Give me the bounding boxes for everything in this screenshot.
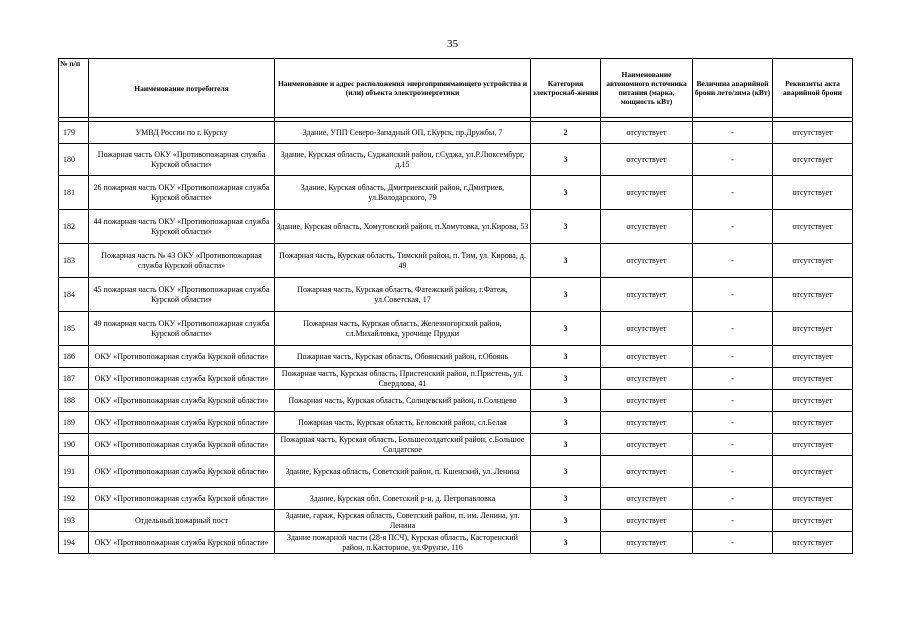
- row-category: 3: [531, 278, 601, 312]
- row-source: отсутствует: [601, 244, 693, 278]
- row-reserve: -: [693, 312, 773, 346]
- table-row: [59, 488, 853, 510]
- row-address: Пожарная часть, Курская область, Большесолдатский район, с.Большое Солдатское: [275, 434, 531, 456]
- row-category: 3: [531, 390, 601, 412]
- table-row: [59, 434, 853, 456]
- row-reserve: -: [693, 488, 773, 510]
- row-source: отсутствует: [601, 210, 693, 244]
- row-num: 181: [59, 176, 89, 210]
- row-reserve: -: [693, 210, 773, 244]
- row-num: 187: [59, 368, 89, 390]
- row-source: отсутствует: [601, 278, 693, 312]
- row-num: 194: [59, 532, 89, 554]
- row-category: 2: [531, 122, 601, 144]
- row-source: отсутствует: [601, 510, 693, 532]
- row-address: Здание пожарной части (28-я ПСЧ), Курская область, Касторенский район, п.Касторное, ул.Фрунзе, 116: [275, 532, 531, 554]
- row-reserve: -: [693, 412, 773, 434]
- row-address: Пожарная часть, Курская область, Солнцевский район, п.Солнцево: [275, 390, 531, 412]
- row-act: отсутствует: [773, 176, 853, 210]
- row-num: 184: [59, 278, 89, 312]
- row-act: отсутствует: [773, 312, 853, 346]
- row-reserve: -: [693, 368, 773, 390]
- row-reserve: -: [693, 532, 773, 554]
- row-num: 188: [59, 390, 89, 412]
- row-address: Пожарная часть, Курская область, Тимский район, п. Тим, ул. Кирова, д. 49: [275, 244, 531, 278]
- table-row: [59, 456, 853, 488]
- row-reserve: -: [693, 510, 773, 532]
- row-num: 182: [59, 210, 89, 244]
- row-source: отсутствует: [601, 456, 693, 488]
- row-consumer: ОКУ «Противопожарная служба Курской области»: [89, 434, 275, 456]
- row-category: 3: [531, 488, 601, 510]
- row-category: 3: [531, 312, 601, 346]
- row-num: 189: [59, 412, 89, 434]
- row-source: отсутствует: [601, 122, 693, 144]
- row-consumer: Отдельный пожарный пост: [89, 510, 275, 532]
- row-act: отсутствует: [773, 488, 853, 510]
- table-row: [59, 278, 853, 312]
- row-category: 3: [531, 176, 601, 210]
- row-category: 3: [531, 412, 601, 434]
- row-num: 186: [59, 346, 89, 368]
- row-source: отсутствует: [601, 176, 693, 210]
- row-reserve: -: [693, 346, 773, 368]
- row-act: отсутствует: [773, 346, 853, 368]
- row-category: 3: [531, 434, 601, 456]
- row-act: отсутствует: [773, 510, 853, 532]
- row-act: отсутствует: [773, 412, 853, 434]
- row-consumer: ОКУ «Противопожарная служба Курской области»: [89, 532, 275, 554]
- row-act: отсутствует: [773, 210, 853, 244]
- row-address: Здание, Курская область, Советский район, п. Кшенский, ул. Ленина: [275, 456, 531, 488]
- header-category: Категория электроснаб-жения: [531, 59, 601, 118]
- row-category: 3: [531, 532, 601, 554]
- row-source: отсутствует: [601, 312, 693, 346]
- row-act: отсутствует: [773, 390, 853, 412]
- row-consumer: 44 пожарная часть ОКУ «Противопожарная служба Курской области»: [89, 210, 275, 244]
- row-num: 190: [59, 434, 89, 456]
- energy-consumers-table: [58, 58, 853, 554]
- row-act: отсутствует: [773, 244, 853, 278]
- row-address: Здание, Курская область, Суджанский район, г.Суджа, ул.Р.Люксембург, д.15: [275, 144, 531, 176]
- row-source: отсутствует: [601, 390, 693, 412]
- row-source: отсутствует: [601, 368, 693, 390]
- row-consumer: ОКУ «Противопожарная служба Курской области»: [89, 456, 275, 488]
- row-num: 180: [59, 144, 89, 176]
- row-address: Пожарная часть, Курская область, Фатежский район, г.Фатеж, ул.Советская, 17: [275, 278, 531, 312]
- row-category: 3: [531, 510, 601, 532]
- row-reserve: -: [693, 278, 773, 312]
- row-category: 3: [531, 210, 601, 244]
- row-address: Здание, Курская обл. Советский р-н, д. Петропавловка: [275, 488, 531, 510]
- header-num: № п/п: [59, 59, 89, 118]
- table-row: [59, 122, 853, 144]
- table-body: [59, 122, 853, 554]
- row-consumer: ОКУ «Противопожарная служба Курской области»: [89, 412, 275, 434]
- row-source: отсутствует: [601, 144, 693, 176]
- row-consumer: ОКУ «Противопожарная служба Курской области»: [89, 390, 275, 412]
- row-consumer: ОКУ «Противопожарная служба Курской области»: [89, 368, 275, 390]
- table-row: [59, 176, 853, 210]
- row-consumer: ОКУ «Противопожарная служба Курской области»: [89, 346, 275, 368]
- row-consumer: ОКУ «Противопожарная служба Курской области»: [89, 488, 275, 510]
- row-address: Здание, гараж, Курская область, Советский район, п. им. Ленина, ул. Ленина: [275, 510, 531, 532]
- row-reserve: -: [693, 144, 773, 176]
- row-address: Здание, УПП Северо-Западный ОП, г.Курск, пр.Дружбы, 7: [275, 122, 531, 144]
- table-row: [59, 210, 853, 244]
- table-row: [59, 244, 853, 278]
- table-row: [59, 312, 853, 346]
- row-reserve: -: [693, 122, 773, 144]
- row-num: 179: [59, 122, 89, 144]
- row-category: 3: [531, 346, 601, 368]
- row-source: отсутствует: [601, 434, 693, 456]
- row-num: 183: [59, 244, 89, 278]
- row-act: отсутствует: [773, 532, 853, 554]
- row-act: отсутствует: [773, 278, 853, 312]
- row-category: 3: [531, 144, 601, 176]
- table-row: [59, 532, 853, 554]
- header-act: Реквизиты акта аварийной брони: [773, 59, 853, 118]
- row-consumer: Пожарная часть ОКУ «Противопожарная служба Курской области»: [89, 144, 275, 176]
- header-reserve: Величина аварийной брони лето/зима (кВт): [693, 59, 773, 118]
- row-consumer: 26 пожарная часть ОКУ «Противопожарная служба Курской области»: [89, 176, 275, 210]
- row-consumer: 49 пожарная часть ОКУ «Противопожарная служба Курской области»: [89, 312, 275, 346]
- row-category: 3: [531, 456, 601, 488]
- row-address: Здание, Курская область, Хомутовский район, п.Хомутовка, ул.Кирова, 53: [275, 210, 531, 244]
- table-row: [59, 510, 853, 532]
- row-act: отсутствует: [773, 456, 853, 488]
- row-source: отсутствует: [601, 532, 693, 554]
- row-address: Пожарная часть, Курская область, Беловский район, сл.Белая: [275, 412, 531, 434]
- row-address: Пожарная часть, Курская область, Пристенский район, п.Пристень, ул. Свердлова, 41: [275, 368, 531, 390]
- table-row: [59, 346, 853, 368]
- row-num: 193: [59, 510, 89, 532]
- row-reserve: -: [693, 434, 773, 456]
- row-consumer: УМВД России по г. Курску: [89, 122, 275, 144]
- row-source: отсутствует: [601, 412, 693, 434]
- row-source: отсутствует: [601, 488, 693, 510]
- row-num: 191: [59, 456, 89, 488]
- page-number: 35: [447, 38, 458, 50]
- row-num: 185: [59, 312, 89, 346]
- row-address: Пожарная часть, Курская область, Обоянский район, г.Обоянь: [275, 346, 531, 368]
- header-address: Наименование и адрес расположения энергопринимающего устройства и (или) объекта электроэнергетики: [275, 59, 531, 118]
- row-act: отсутствует: [773, 122, 853, 144]
- table-row: [59, 390, 853, 412]
- row-address: Здание, Курская область, Дмитриевский район, г.Дмитриев, ул.Володарского, 79: [275, 176, 531, 210]
- row-reserve: -: [693, 176, 773, 210]
- row-category: 3: [531, 368, 601, 390]
- row-act: отсутствует: [773, 368, 853, 390]
- table-row: [59, 144, 853, 176]
- row-reserve: -: [693, 456, 773, 488]
- row-consumer: Пожарная часть № 43 ОКУ «Противопожарная служба Курской области»: [89, 244, 275, 278]
- table-row: [59, 368, 853, 390]
- table-row: [59, 412, 853, 434]
- row-num: 192: [59, 488, 89, 510]
- row-reserve: -: [693, 390, 773, 412]
- row-act: отсутствует: [773, 434, 853, 456]
- row-address: Пожарная часть, Курская область, Железногорский район, сл.Михайловка, урочище Прудки: [275, 312, 531, 346]
- row-category: 3: [531, 244, 601, 278]
- table-header-row: [59, 59, 853, 118]
- header-source: Наименование автономного источника питания (марка, мощность кВт): [601, 59, 693, 118]
- header-consumer: Наименование потребителя: [89, 59, 275, 118]
- row-reserve: -: [693, 244, 773, 278]
- row-consumer: 45 пожарная часть ОКУ «Противопожарная служба Курской области»: [89, 278, 275, 312]
- row-source: отсутствует: [601, 346, 693, 368]
- row-act: отсутствует: [773, 144, 853, 176]
